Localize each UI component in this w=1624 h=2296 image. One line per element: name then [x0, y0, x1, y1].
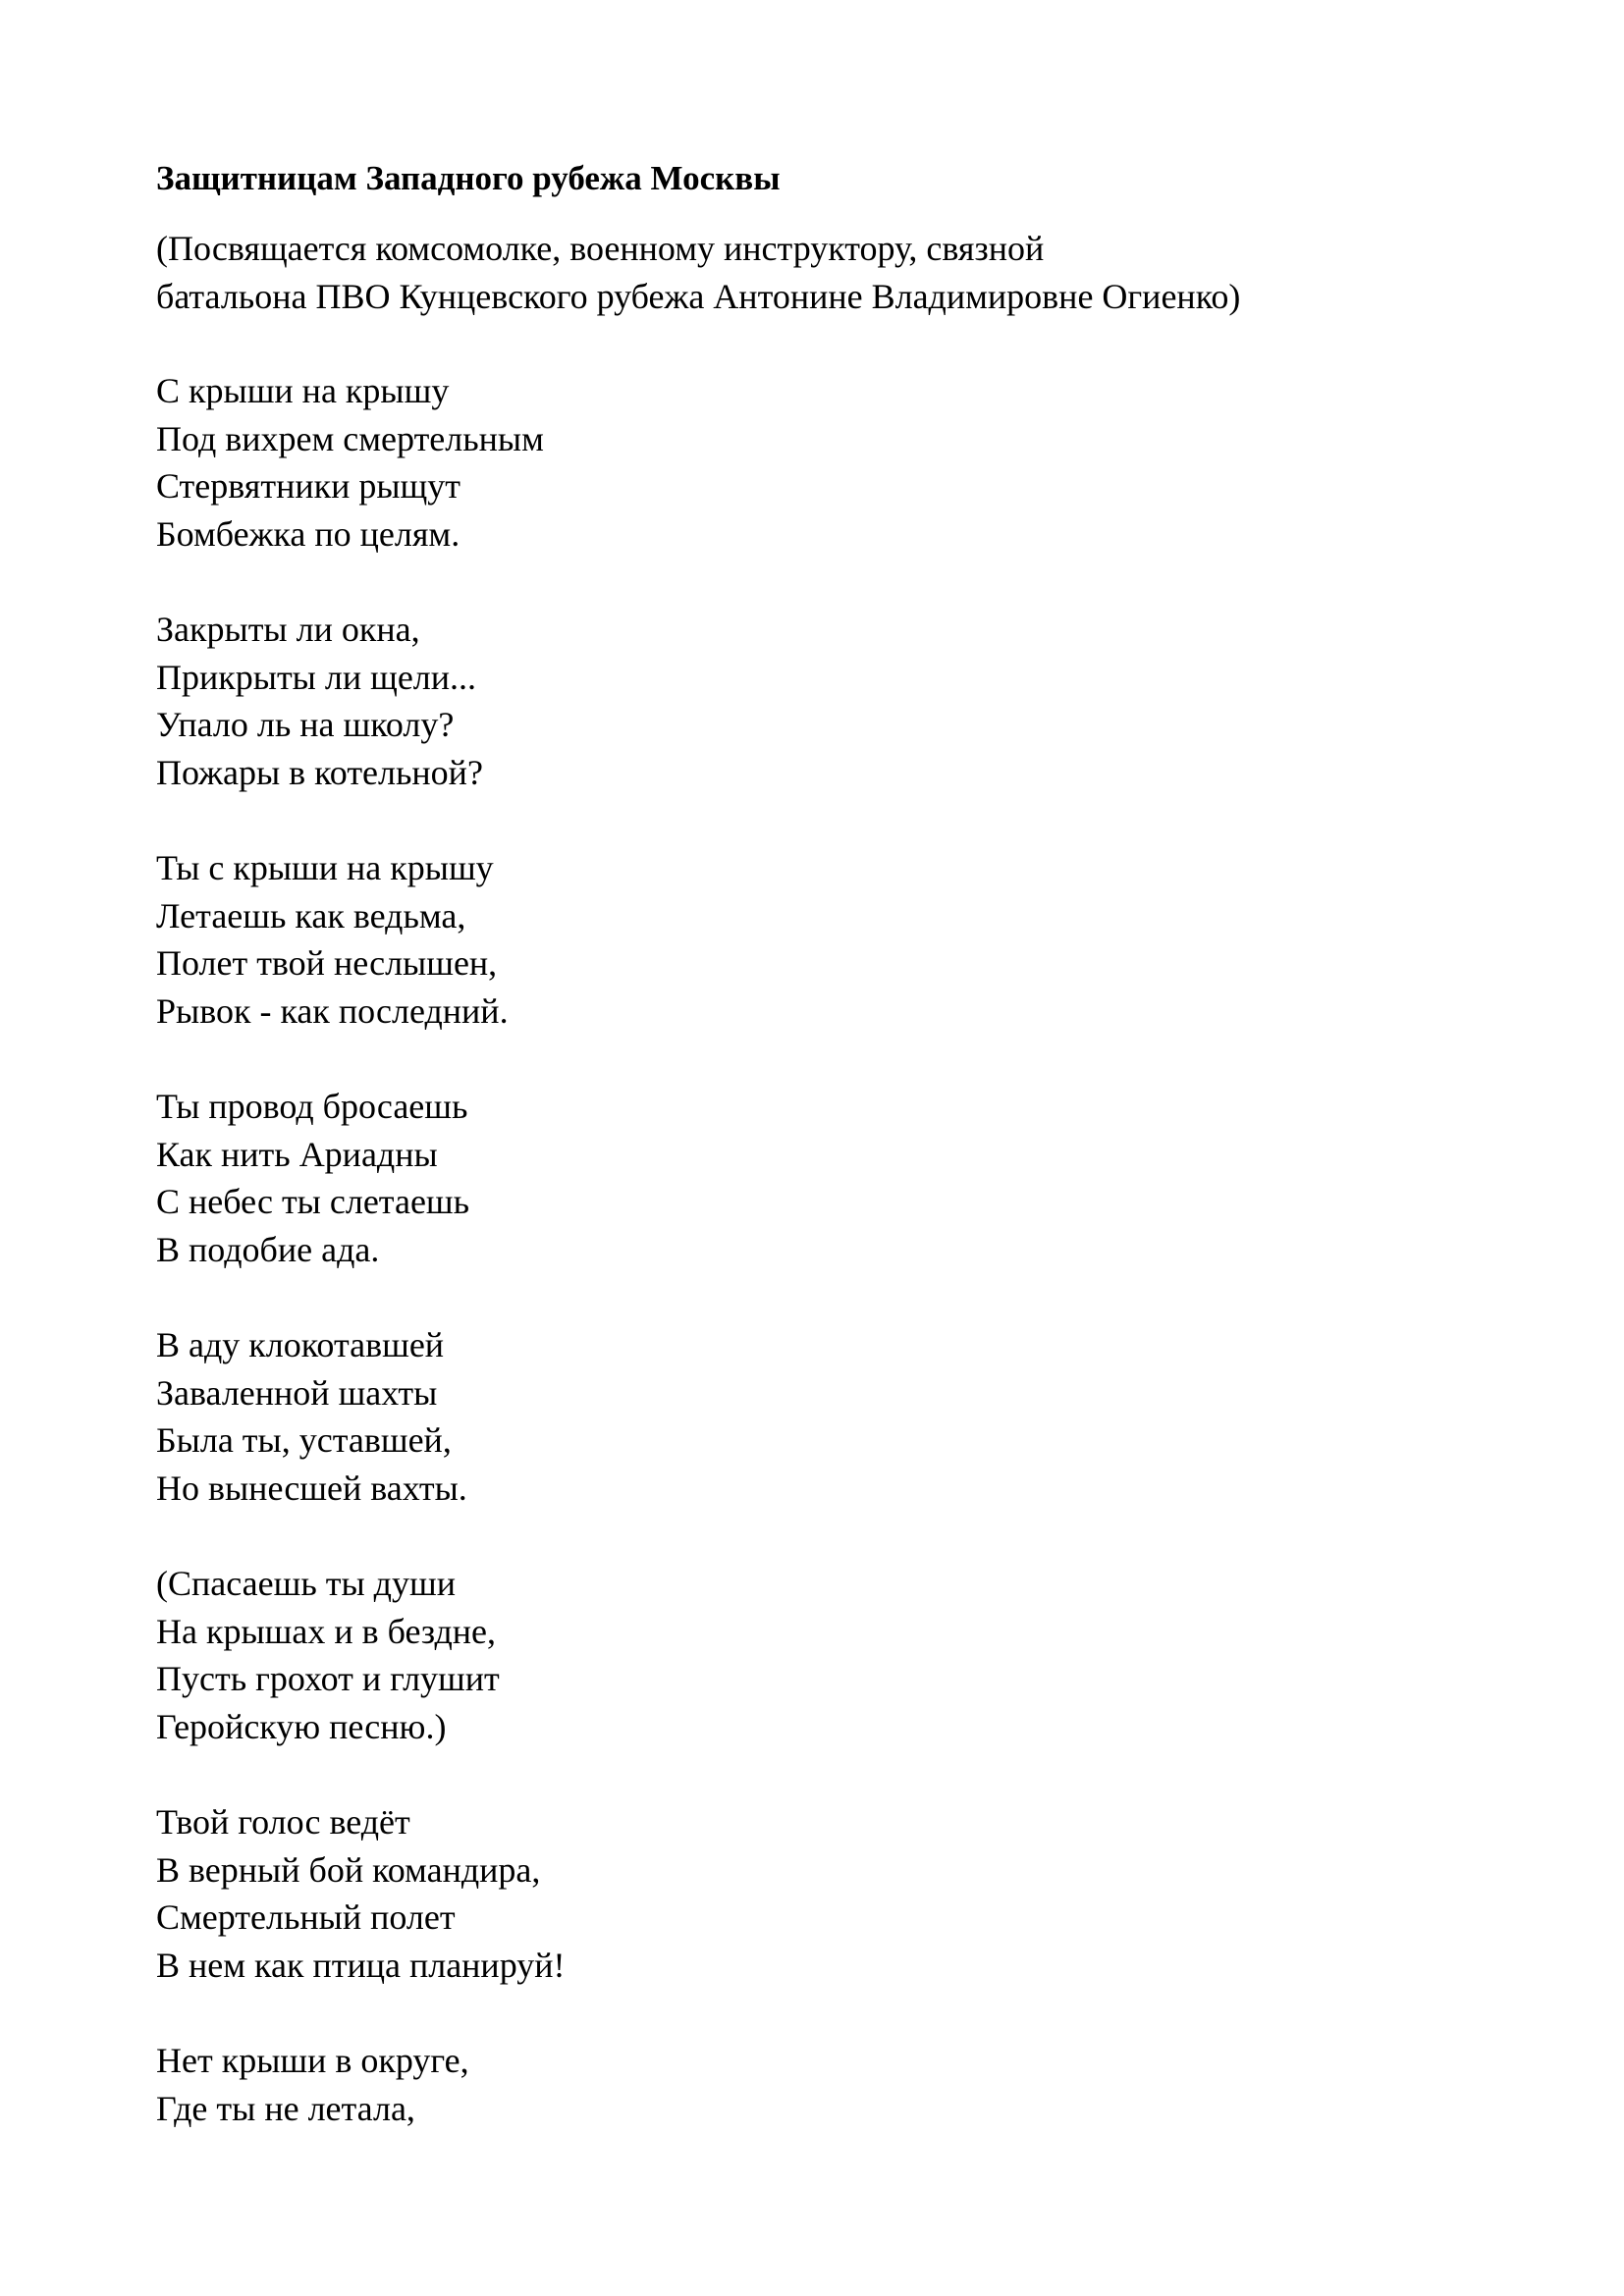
poem-line: На крышах и в бездне, [156, 1611, 497, 1651]
poem-line: Заваленной шахты [156, 1372, 438, 1413]
poem-line: Геройскую песню.) [156, 1706, 447, 1746]
poem-line: Была ты, уставшей, [156, 1420, 452, 1460]
poem-line: Пожары в котельной? [156, 752, 483, 792]
poem-line: Бомбежка по целям. [156, 513, 460, 554]
dedication-line: батальона ПВО Кунцевского рубежа Антонине Владимировне Огиенко) [156, 276, 1241, 316]
poem-line: Летаешь как ведьма, [156, 895, 466, 935]
poem-line: Смертельный полет [156, 1897, 456, 1937]
poem-line: Ты с крыши на крышу [156, 848, 494, 887]
poem-line: Полет твой неслышен, [156, 943, 498, 983]
poem-line: В подобие ада. [156, 1229, 380, 1269]
poem-line: Прикрыты ли щели... [156, 657, 477, 697]
poem-line: Стервятники рыщут [156, 466, 460, 506]
poem-line: В нем как птица планируй! [156, 1945, 566, 1985]
poem-line: В аду клокотавшей [156, 1325, 445, 1364]
stanza-7 [156, 1798, 565, 1989]
dedication [156, 225, 1240, 320]
poem-line: Где ты не летала, [156, 2088, 415, 2128]
poem-line: Пусть грохот и глушит [156, 1659, 500, 1698]
dedication-line: (Посвящается комсомолке, военному инструктору, связной [156, 229, 1045, 268]
poem-line: (Спасаешь ты души [156, 1564, 456, 1603]
stanza-5 [156, 1321, 467, 1512]
poem-line: С крыши на крышу [156, 371, 450, 410]
poem-line: Ты провод бросаешь [156, 1087, 468, 1126]
stanza-6 [156, 1560, 500, 1750]
poem-line: Упало ль на школу? [156, 705, 455, 744]
stanza-2 [156, 606, 483, 796]
poem-title: Защитницам Западного рубежа Москвы [156, 159, 781, 197]
poem-line: Закрыты ли окна, [156, 610, 420, 649]
poem-line: Твой голос ведёт [156, 1802, 410, 1842]
poem-line: Рывок - как последний. [156, 990, 509, 1031]
stanza-8 [156, 2037, 469, 2132]
poem-line: В верный бой командира, [156, 1849, 541, 1890]
poem-line: С небес ты слетаешь [156, 1182, 470, 1221]
poem-line: Нет крыши в округе, [156, 2041, 469, 2080]
poem-line: Под вихрем смертельным [156, 418, 544, 458]
stanza-1 [156, 367, 544, 558]
stanza-4 [156, 1083, 469, 1273]
stanza-3 [156, 844, 509, 1035]
poem-line: Но вынесшей вахты. [156, 1468, 467, 1508]
poem-line: Как нить Ариадны [156, 1134, 438, 1174]
